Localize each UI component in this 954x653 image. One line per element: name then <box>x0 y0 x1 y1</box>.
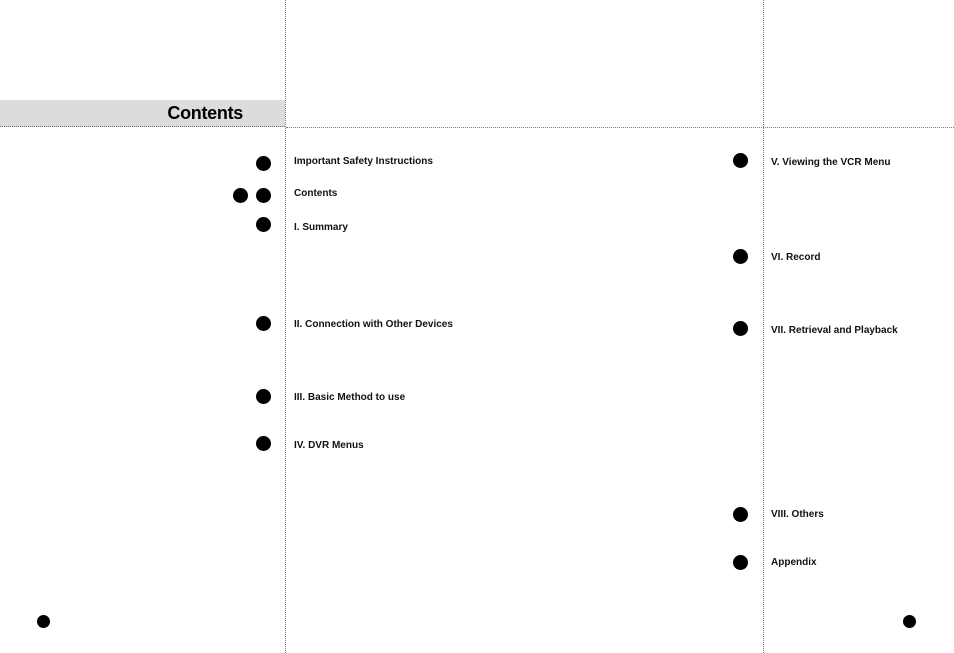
toc-item-basic-method[interactable]: III. Basic Method to use <box>294 392 406 403</box>
page-number-dot <box>733 555 748 570</box>
page-number-dot <box>256 316 271 331</box>
toc-item-record[interactable]: VI. Record <box>771 252 821 263</box>
toc-item-appendix[interactable]: Appendix <box>771 557 817 568</box>
page-number-dot <box>256 156 271 171</box>
toc-item-retrieval[interactable]: VII. Retrieval and Playback <box>771 325 898 336</box>
page-number-dot <box>256 389 271 404</box>
page-title: Contents <box>167 103 243 123</box>
toc-item-vcr-menu[interactable]: V. Viewing the VCR Menu <box>771 157 891 168</box>
toc-item-others[interactable]: VIII. Others <box>771 509 824 520</box>
page-number-dot <box>256 217 271 232</box>
toc-item-summary[interactable]: I. Summary <box>294 222 348 233</box>
page-number-dot <box>733 249 748 264</box>
right-page-number-dot <box>903 615 916 628</box>
left-page-number-dot <box>37 615 50 628</box>
page-number-dot <box>233 188 248 203</box>
left-column-divider <box>285 0 286 653</box>
page-number-dot <box>733 153 748 168</box>
right-column-divider <box>763 0 764 653</box>
page-number-dot <box>733 321 748 336</box>
title-band <box>0 100 285 127</box>
page-number-dot <box>733 507 748 522</box>
toc-item-safety[interactable]: Important Safety Instructions <box>294 156 433 167</box>
page-number-dot <box>256 188 271 203</box>
toc-item-dvr-menus[interactable]: IV. DVR Menus <box>294 440 364 451</box>
toc-item-connection[interactable]: II. Connection with Other Devices <box>294 319 453 330</box>
page-number-dot <box>256 436 271 451</box>
header-rule <box>286 127 954 128</box>
toc-item-contents[interactable]: Contents <box>294 188 338 199</box>
